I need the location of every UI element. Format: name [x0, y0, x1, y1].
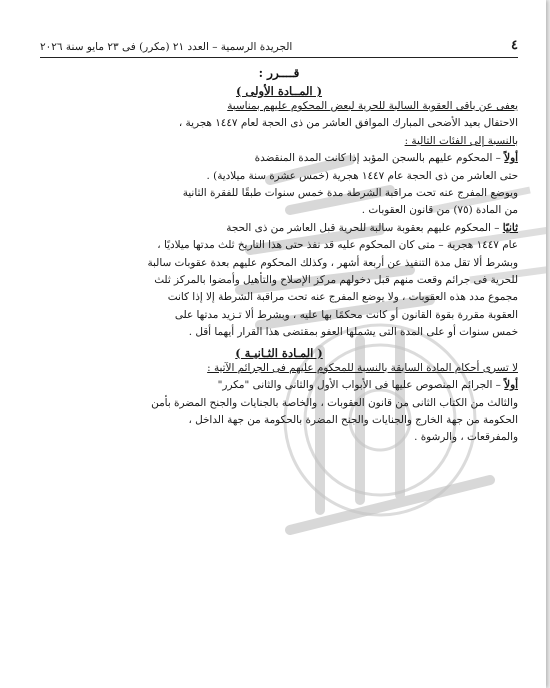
- article-one-line: العقوبة مقررة بقوة القانون أو كانت محكمًا بها عليه ، وبشرط ألا تـزيد مدتها على: [174, 308, 518, 321]
- article-one-line: خمس سنوات أو على المدة التى يشملها العفو بمقتضى هذا القرار أيهما أقل .: [188, 326, 518, 339]
- article-one-title: ( المــادة الأولى ): [235, 84, 323, 98]
- decree-heading: قــــرر :: [258, 66, 300, 80]
- article-one-line: للحرية فى جرائم وقعت منهم قبل دخولهم مركز الإصلاح والتأهيل وأمضوا بالمركز ثلث: [154, 274, 518, 287]
- clause-label-second: ثانيًا: [502, 221, 518, 234]
- gazette-line: الجريدة الرسمية – العدد ٢١ (مكرر) فى ٢٣ مايو سنة ٢٠٢٦: [40, 41, 293, 53]
- article-two-line: والمفرقعات ، والرشوة .: [414, 431, 518, 444]
- article-one-line: وبشرط ألا تقل مدة التنفيذ عن أربعة أشهر ، وكذلك المحكوم عليهم بعدة عقوبات سالبة: [147, 256, 518, 269]
- page-number: ٤: [511, 38, 518, 53]
- article-one-line: ويوضع المفرج عنه تحت مراقبة الشرطة مدة خمس سنوات طبقًا للفقرة الثانية: [182, 187, 518, 200]
- article-one-line: بالنسبة إلى الفئات التالية :: [404, 134, 518, 147]
- page-header: [40, 38, 518, 58]
- article-two-line: الحكومة من جهة الخارج والجنايات والجنح المضرة بالحكومة من جهة الداخل ،: [188, 413, 518, 426]
- article-one-line: عام ١٤٤٧ هجرية – متى كان المحكوم عليه قد نفذ حتى هذا التاريخ ثلث مدتها ميلاديًا ،: [157, 239, 518, 252]
- clause-text: – المحكوم عليهم بالسجن المؤبد إذا كانت المدة المنقضدة: [254, 152, 505, 165]
- article-one-line: يعفى عن باقى العقوبة السالبة للحرية لبعض المحكوم عليهم بمناسبة: [227, 100, 518, 112]
- article-one-line: من المادة (٧٥) من قانون العقوبات .: [361, 204, 518, 217]
- article-two-line: لا تسرى أحكام المادة السابقة بالنسبة للمحكوم عليهم فى الجرائم الآتية :: [207, 361, 518, 374]
- article-one-line: حتى العاشر من ذى الحجة عام ١٤٤٧ هجرية (خمس عشرة سنة ميلادية) .: [206, 169, 518, 182]
- article-one-line: مجموع مدد هذه العقوبات ، ولا يوضع المفرج عنه تحت مراقبة الشرطة إلا إذا كانت: [167, 291, 518, 304]
- article-two-title: ( المـادة الثـانيـة ): [235, 345, 323, 360]
- clause-label-first: أولاً: [504, 152, 518, 165]
- article-two-first-clause: [40, 377, 518, 394]
- clause-label-first: أولاً: [504, 379, 518, 392]
- article-one-line: الاحتفال بعيد الأضحى المبارك الموافق العاشر من ذى الحجة لعام ١٤٤٧ هجرية ،: [178, 117, 518, 130]
- clause-text: – المحكوم عليهم بعقوبة سالبة للحرية قبل العاشر من ذى الحجة: [226, 221, 503, 234]
- article-one-second-clause: [40, 220, 518, 237]
- article-one-first-clause: [40, 150, 518, 167]
- article-two-line: والثالث من الكتاب الثانى من قانون العقوبات ، والخاصة بالجنايات والجنح المضرة بأمن: [151, 396, 518, 409]
- document-body: [40, 38, 518, 447]
- clause-text: – الجرائم المنصوص عليها فى الأبواب الأول والثانى والثانى "مكرر": [217, 379, 505, 392]
